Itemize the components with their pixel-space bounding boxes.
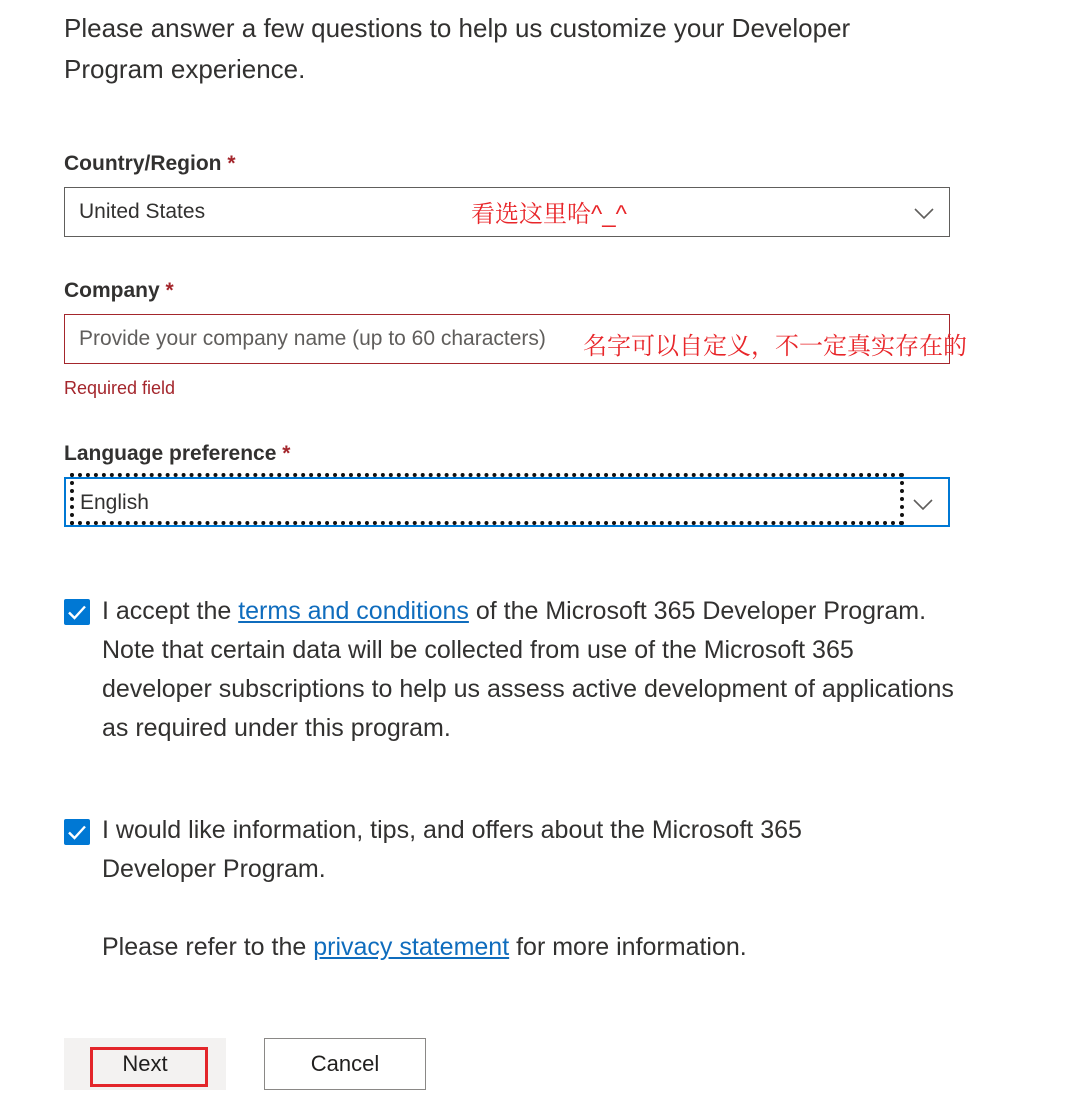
company-error-message: Required field [64, 378, 176, 398]
required-asterisk: * [227, 152, 236, 175]
language-select[interactable] [64, 477, 950, 527]
terms-checkbox[interactable] [64, 599, 90, 625]
privacy-text [102, 928, 962, 967]
cancel-button-label: Cancel [310, 1051, 380, 1076]
intro-text: Please answer a few questions to help us customize your Developer Program experience. [64, 13, 851, 84]
checkmark-icon [64, 819, 90, 845]
next-button[interactable] [64, 1038, 226, 1090]
chevron-down-icon [912, 493, 934, 515]
company-annotation: 名字可以自定义，不一定真实存在的 [583, 333, 967, 360]
language-value: English [80, 491, 149, 514]
offers-checkbox[interactable] [64, 819, 90, 845]
country-label-text: Country/Region [64, 152, 222, 175]
company-input[interactable] [64, 314, 967, 364]
required-asterisk: * [165, 279, 174, 302]
country-value: United States [79, 200, 206, 223]
checkmark-icon [64, 599, 90, 625]
company-label-text: Company [64, 279, 160, 302]
privacy-text-after: for more information. [509, 933, 747, 961]
company-label [64, 279, 174, 303]
privacy-link[interactable]: privacy statement [313, 933, 510, 961]
terms-link[interactable]: terms and conditions [238, 597, 469, 625]
chevron-down-icon [913, 202, 935, 224]
country-select[interactable] [64, 187, 950, 237]
country-annotation: 看选这里哈^_^ [471, 201, 627, 228]
focus-ring [70, 473, 904, 525]
required-asterisk: * [282, 442, 291, 465]
offers-text: I would like information, tips, and offers about the Microsoft 365 Developer Program. [102, 816, 802, 883]
terms-text-after: of the Microsoft 365 Developer Program. Note that certain data will be collected from use of the Microsoft 365 developer subscriptions to help us assess active development of applications as required under this program. [102, 597, 954, 742]
terms-text-before: I accept the [102, 597, 239, 625]
language-label-text: Language preference [64, 442, 277, 465]
cancel-button[interactable] [264, 1038, 426, 1090]
next-button-label: Next [122, 1051, 168, 1076]
language-label [64, 442, 290, 466]
terms-text [102, 592, 962, 748]
country-label [64, 152, 236, 176]
company-placeholder: Provide your company name (up to 60 characters) [79, 327, 546, 350]
privacy-text-before: Please refer to the [102, 933, 314, 961]
